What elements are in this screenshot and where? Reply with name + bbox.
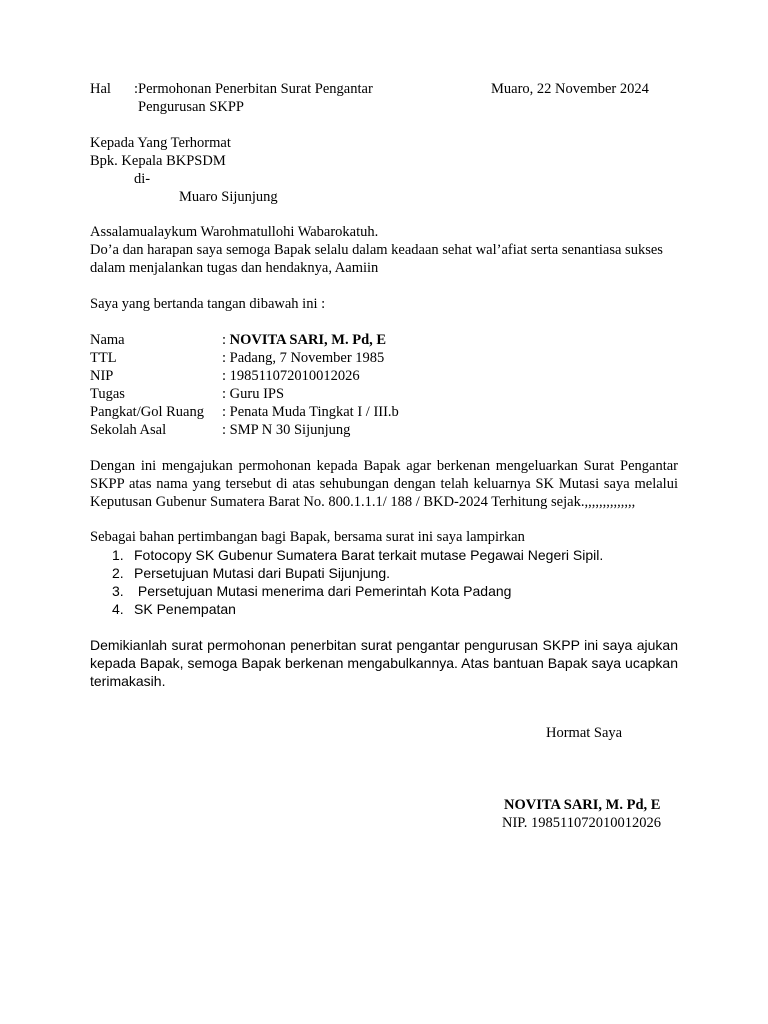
field-label-sekolah: Sekolah Asal xyxy=(90,422,167,438)
greeting-body-text: Do’a dan harapan saya semoga Bapak selalu dalam keadaan sehat wal’afiat serta senantiasa sukses dalam menjalankan tugas dan hendaknya, Aamiin xyxy=(90,242,663,276)
hal-subject-line2: Pengurusan SKPP xyxy=(138,99,244,115)
closing-paragraph-text: Demikianlah surat permohonan penerbitan surat pengantar pengurusan SKPP ini saya ajukan kepada Bapak, semoga Bapak berkenan mengabulkannya. Atas bantuan Bapak saya ucapkan terimakasih. xyxy=(90,637,678,689)
attachment-text-3: Persetujuan Mutasi menerima dari Pemerintah Kota Padang xyxy=(134,583,512,599)
attachment-text-1: Fotocopy SK Gubenur Sumatera Barat terkait mutase Pegawai Negeri Sipil. xyxy=(134,547,604,563)
attachment-num-1: 1. xyxy=(112,547,124,563)
field-value-nama xyxy=(222,331,386,349)
field-value-tugas: : Guru IPS xyxy=(222,386,285,402)
attachment-text-2: Persetujuan Mutasi dari Bupati Sijunjung. xyxy=(134,565,391,581)
field-value-pangkat: : Penata Muda Tingkat I / III.b xyxy=(222,404,399,420)
field-label-nama: Nama xyxy=(90,332,125,348)
field-name-value: NOVITA SARI, M. Pd, E xyxy=(229,332,387,348)
field-label-pangkat: Pangkat/Gol Ruang xyxy=(90,404,204,420)
field-value-ttl: : Padang, 7 November 1985 xyxy=(222,350,385,366)
addressee-line2: Bpk. Kepala BKPSDM xyxy=(90,153,226,169)
addressee-line3: di- xyxy=(134,171,151,187)
field-label-ttl: TTL xyxy=(90,350,117,366)
hal-subject-line1: :Permohonan Penerbitan Surat Pengantar xyxy=(134,81,373,97)
attachment-num-3: 3. xyxy=(112,583,124,599)
attachment-num-2: 2. xyxy=(112,565,124,581)
field-value-nip: : 198511072010012026 xyxy=(222,368,360,384)
request-paragraph-text: Dengan ini mengajukan permohonan kepada Bapak agar berkenan mengeluarkan Surat Pengantar SKPP atas nama yang tersebut di atas sehubungan dengan telah keluarnya SK Mutasi saya melalui Keputusan Gubenur Sumatera Barat No. 800.1.1.1/ 188 / BKD-2024 Terhitung sejak.,,,,,,,,,,,,,, xyxy=(90,458,678,510)
addressee-line1: Kepada Yang Terhormat xyxy=(90,135,231,151)
field-value-sekolah: : SMP N 30 Sijunjung xyxy=(222,422,351,438)
field-label-nip: NIP xyxy=(90,368,114,384)
intro-text: Saya yang bertanda tangan dibawah ini : xyxy=(90,296,326,312)
signature-salutation: Hormat Saya xyxy=(546,725,623,741)
signature-name: NOVITA SARI, M. Pd, E xyxy=(504,797,661,813)
request-paragraph xyxy=(90,457,678,511)
place-date: Muaro, 22 November 2024 xyxy=(491,81,649,97)
greeting-salam: Assalamualaykum Warohmatullohi Wabarokatuh. xyxy=(90,224,379,240)
field-label-tugas: Tugas xyxy=(90,386,125,402)
greeting-body xyxy=(90,241,678,277)
attachment-text-4: SK Penempatan xyxy=(134,601,236,617)
closing-paragraph xyxy=(90,636,678,690)
field-colon-nama: : xyxy=(222,332,230,348)
hal-label: Hal xyxy=(90,81,111,97)
signature-nip: NIP. 198511072010012026 xyxy=(502,815,661,831)
attachment-num-4: 4. xyxy=(112,601,124,617)
attachments-intro: Sebagai bahan pertimbangan bagi Bapak, bersama surat ini saya lampirkan xyxy=(90,529,525,545)
addressee-line4: Muaro Sijunjung xyxy=(179,189,278,205)
